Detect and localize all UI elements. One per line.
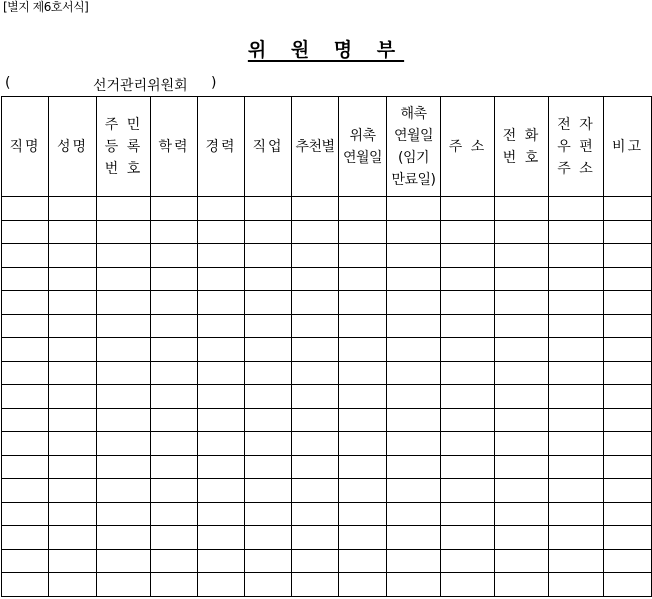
- committee-open-paren: (: [5, 75, 11, 91]
- table-cell: [387, 220, 441, 244]
- table-cell: [49, 502, 97, 526]
- table-cell: [495, 220, 549, 244]
- table-row: [2, 220, 652, 244]
- table-cell: [2, 385, 49, 409]
- table-cell: [97, 432, 151, 456]
- table-cell: [151, 267, 198, 291]
- table-cell: [441, 244, 495, 268]
- table-cell: [97, 314, 151, 338]
- table-cell: [495, 338, 549, 362]
- table-cell: [339, 502, 387, 526]
- table-cell: [549, 338, 604, 362]
- header-cell-dismissal-date: 해촉 연월일 (임기 만료일): [387, 97, 441, 197]
- table-cell: [604, 502, 652, 526]
- table-cell: [97, 549, 151, 573]
- header-cell-appointment-date: 위촉 연월일: [339, 97, 387, 197]
- table-cell: [441, 361, 495, 385]
- table-cell: [495, 408, 549, 432]
- table-cell: [441, 385, 495, 409]
- table-cell: [604, 291, 652, 315]
- table-cell: [339, 291, 387, 315]
- table-row: [2, 314, 652, 338]
- table-cell: [339, 338, 387, 362]
- table-cell: [387, 455, 441, 479]
- table-cell: [97, 502, 151, 526]
- committee-close-paren: ): [211, 75, 217, 91]
- table-cell: [97, 526, 151, 550]
- table-cell: [604, 455, 652, 479]
- table-cell: [549, 479, 604, 503]
- table-cell: [495, 573, 549, 597]
- table-cell: [339, 244, 387, 268]
- table-cell: [441, 220, 495, 244]
- table-cell: [245, 197, 292, 221]
- header-cell-remarks: 비고: [604, 97, 652, 197]
- table-cell: [495, 549, 549, 573]
- table-cell: [151, 314, 198, 338]
- table-row: [2, 455, 652, 479]
- table-cell: [2, 267, 49, 291]
- table-cell: [292, 244, 339, 268]
- table-cell: [245, 573, 292, 597]
- table-cell: [2, 526, 49, 550]
- table-cell: [49, 361, 97, 385]
- header-cell-resident-number: 주 민 등 록 번 호: [97, 97, 151, 197]
- table-cell: [604, 432, 652, 456]
- table-cell: [49, 479, 97, 503]
- header-cell-position: 직명: [2, 97, 49, 197]
- table-cell: [387, 244, 441, 268]
- header-cell-recommendation: 추천별: [292, 97, 339, 197]
- header-cell-career: 경력: [198, 97, 245, 197]
- page-title: [0, 35, 652, 62]
- table-cell: [441, 526, 495, 550]
- table-cell: [97, 197, 151, 221]
- table-cell: [2, 408, 49, 432]
- table-cell: [97, 573, 151, 597]
- table-cell: [441, 197, 495, 221]
- table-cell: [387, 479, 441, 503]
- table-cell: [198, 244, 245, 268]
- table-cell: [49, 197, 97, 221]
- table-cell: [339, 549, 387, 573]
- table-cell: [245, 244, 292, 268]
- roster-body: [2, 197, 652, 597]
- table-row: [2, 573, 652, 597]
- table-cell: [604, 408, 652, 432]
- table-cell: [2, 432, 49, 456]
- table-cell: [441, 549, 495, 573]
- table-cell: [151, 573, 198, 597]
- table-cell: [151, 526, 198, 550]
- table-cell: [292, 432, 339, 456]
- table-cell: [339, 385, 387, 409]
- table-cell: [549, 244, 604, 268]
- table-cell: [198, 502, 245, 526]
- table-cell: [2, 244, 49, 268]
- table-cell: [292, 220, 339, 244]
- table-cell: [387, 197, 441, 221]
- table-cell: [387, 385, 441, 409]
- table-cell: [549, 408, 604, 432]
- table-cell: [151, 549, 198, 573]
- table-cell: [604, 479, 652, 503]
- table-cell: [292, 197, 339, 221]
- table-cell: [97, 479, 151, 503]
- table-cell: [604, 361, 652, 385]
- table-row: [2, 361, 652, 385]
- table-cell: [387, 408, 441, 432]
- table-row: [2, 244, 652, 268]
- table-cell: [198, 197, 245, 221]
- table-cell: [97, 291, 151, 315]
- table-cell: [245, 267, 292, 291]
- table-cell: [245, 408, 292, 432]
- table-cell: [339, 220, 387, 244]
- table-cell: [339, 573, 387, 597]
- table-cell: [49, 408, 97, 432]
- table-cell: [198, 291, 245, 315]
- table-cell: [495, 314, 549, 338]
- table-cell: [49, 220, 97, 244]
- table-cell: [339, 314, 387, 338]
- committee-roster-table: [1, 96, 652, 597]
- table-cell: [292, 455, 339, 479]
- table-cell: [49, 291, 97, 315]
- page-title-text: 위 원 명 부: [247, 39, 405, 61]
- table-cell: [549, 549, 604, 573]
- table-cell: [549, 197, 604, 221]
- table-cell: [245, 549, 292, 573]
- table-cell: [198, 338, 245, 362]
- table-cell: [245, 385, 292, 409]
- table-cell: [245, 220, 292, 244]
- table-cell: [549, 291, 604, 315]
- header-cell-education: 학력: [151, 97, 198, 197]
- table-cell: [49, 244, 97, 268]
- table-cell: [604, 197, 652, 221]
- table-cell: [245, 479, 292, 503]
- table-cell: [245, 314, 292, 338]
- table-cell: [2, 220, 49, 244]
- header-cell-phone: 전 화 번 호: [495, 97, 549, 197]
- header-cell-address: 주 소: [441, 97, 495, 197]
- table-cell: [549, 267, 604, 291]
- table-cell: [245, 338, 292, 362]
- table-cell: [339, 267, 387, 291]
- table-cell: [151, 502, 198, 526]
- table-cell: [245, 361, 292, 385]
- table-row: [2, 267, 652, 291]
- table-cell: [292, 361, 339, 385]
- table-cell: [97, 338, 151, 362]
- table-cell: [495, 291, 549, 315]
- table-cell: [495, 502, 549, 526]
- table-cell: [549, 502, 604, 526]
- table-row: [2, 432, 652, 456]
- table-cell: [387, 549, 441, 573]
- header-cell-name: 성명: [49, 97, 97, 197]
- table-cell: [495, 361, 549, 385]
- table-cell: [245, 291, 292, 315]
- table-cell: [292, 573, 339, 597]
- table-cell: [2, 549, 49, 573]
- table-cell: [387, 291, 441, 315]
- table-cell: [441, 314, 495, 338]
- table-cell: [549, 314, 604, 338]
- table-row: [2, 197, 652, 221]
- table-cell: [2, 573, 49, 597]
- table-cell: [387, 502, 441, 526]
- table-cell: [2, 291, 49, 315]
- table-cell: [97, 385, 151, 409]
- header-row: [2, 97, 652, 197]
- table-cell: [604, 314, 652, 338]
- table-cell: [198, 432, 245, 456]
- table-cell: [495, 432, 549, 456]
- table-cell: [441, 573, 495, 597]
- table-cell: [245, 526, 292, 550]
- table-row: [2, 479, 652, 503]
- table-cell: [97, 408, 151, 432]
- table-cell: [604, 573, 652, 597]
- header-cell-occupation: 직업: [245, 97, 292, 197]
- table-cell: [604, 267, 652, 291]
- table-cell: [198, 385, 245, 409]
- table-cell: [151, 291, 198, 315]
- table-cell: [441, 408, 495, 432]
- table-cell: [151, 220, 198, 244]
- table-cell: [441, 267, 495, 291]
- table-cell: [49, 526, 97, 550]
- table-cell: [387, 267, 441, 291]
- form-number-label: [별지 제6호서식]: [3, 0, 89, 14]
- table-cell: [49, 432, 97, 456]
- table-cell: [97, 220, 151, 244]
- table-cell: [292, 526, 339, 550]
- table-cell: [441, 338, 495, 362]
- table-cell: [49, 573, 97, 597]
- table-cell: [292, 338, 339, 362]
- table-cell: [604, 220, 652, 244]
- table-cell: [441, 432, 495, 456]
- table-cell: [387, 432, 441, 456]
- table-cell: [2, 479, 49, 503]
- table-cell: [2, 455, 49, 479]
- table-cell: [495, 244, 549, 268]
- table-cell: [49, 549, 97, 573]
- table-cell: [198, 479, 245, 503]
- table-cell: [2, 361, 49, 385]
- table-cell: [49, 385, 97, 409]
- table-cell: [387, 338, 441, 362]
- table-cell: [49, 267, 97, 291]
- table-cell: [604, 338, 652, 362]
- table-cell: [292, 408, 339, 432]
- table-cell: [339, 455, 387, 479]
- table-cell: [549, 573, 604, 597]
- table-cell: [387, 526, 441, 550]
- table-cell: [151, 385, 198, 409]
- table-cell: [441, 455, 495, 479]
- table-cell: [387, 361, 441, 385]
- table-cell: [604, 385, 652, 409]
- table-cell: [495, 479, 549, 503]
- table-cell: [339, 197, 387, 221]
- table-cell: [441, 291, 495, 315]
- table-cell: [151, 197, 198, 221]
- table-cell: [339, 526, 387, 550]
- table-cell: [198, 220, 245, 244]
- table-cell: [97, 455, 151, 479]
- table-cell: [49, 338, 97, 362]
- committee-name: 선거관리위원회: [93, 78, 188, 94]
- table-cell: [292, 479, 339, 503]
- table-cell: [549, 220, 604, 244]
- table-cell: [198, 526, 245, 550]
- table-row: [2, 408, 652, 432]
- table-cell: [198, 314, 245, 338]
- table-cell: [387, 573, 441, 597]
- table-cell: [49, 455, 97, 479]
- table-cell: [339, 408, 387, 432]
- table-cell: [49, 314, 97, 338]
- table-cell: [2, 197, 49, 221]
- table-cell: [387, 314, 441, 338]
- table-cell: [245, 432, 292, 456]
- table-cell: [151, 455, 198, 479]
- table-cell: [2, 338, 49, 362]
- table-cell: [604, 549, 652, 573]
- table-cell: [198, 573, 245, 597]
- table-cell: [549, 455, 604, 479]
- table-row: [2, 526, 652, 550]
- table-cell: [549, 526, 604, 550]
- table-cell: [549, 432, 604, 456]
- table-cell: [151, 361, 198, 385]
- table-row: [2, 385, 652, 409]
- table-cell: [151, 408, 198, 432]
- table-cell: [441, 479, 495, 503]
- table-cell: [495, 455, 549, 479]
- table-cell: [97, 244, 151, 268]
- table-cell: [292, 385, 339, 409]
- table-cell: [198, 361, 245, 385]
- table-cell: [2, 502, 49, 526]
- table-cell: [339, 479, 387, 503]
- table-cell: [2, 314, 49, 338]
- table-cell: [198, 408, 245, 432]
- header-cell-email: 전 자 우 편 주 소: [549, 97, 604, 197]
- table-cell: [292, 291, 339, 315]
- table-cell: [604, 526, 652, 550]
- table-cell: [198, 549, 245, 573]
- table-cell: [97, 361, 151, 385]
- table-cell: [151, 432, 198, 456]
- table-cell: [292, 267, 339, 291]
- table-cell: [245, 455, 292, 479]
- table-cell: [495, 526, 549, 550]
- table-cell: [604, 244, 652, 268]
- table-cell: [151, 338, 198, 362]
- table-cell: [339, 432, 387, 456]
- table-cell: [339, 361, 387, 385]
- table-cell: [495, 267, 549, 291]
- table-cell: [495, 385, 549, 409]
- table-cell: [495, 197, 549, 221]
- table-row: [2, 502, 652, 526]
- table-cell: [549, 385, 604, 409]
- table-cell: [151, 479, 198, 503]
- table-cell: [292, 314, 339, 338]
- table-cell: [151, 244, 198, 268]
- table-row: [2, 291, 652, 315]
- table-row: [2, 549, 652, 573]
- table-cell: [292, 549, 339, 573]
- table-cell: [198, 267, 245, 291]
- table-cell: [97, 267, 151, 291]
- table-cell: [441, 502, 495, 526]
- table-cell: [292, 502, 339, 526]
- table-cell: [198, 455, 245, 479]
- table-cell: [549, 361, 604, 385]
- table-row: [2, 338, 652, 362]
- table-cell: [245, 502, 292, 526]
